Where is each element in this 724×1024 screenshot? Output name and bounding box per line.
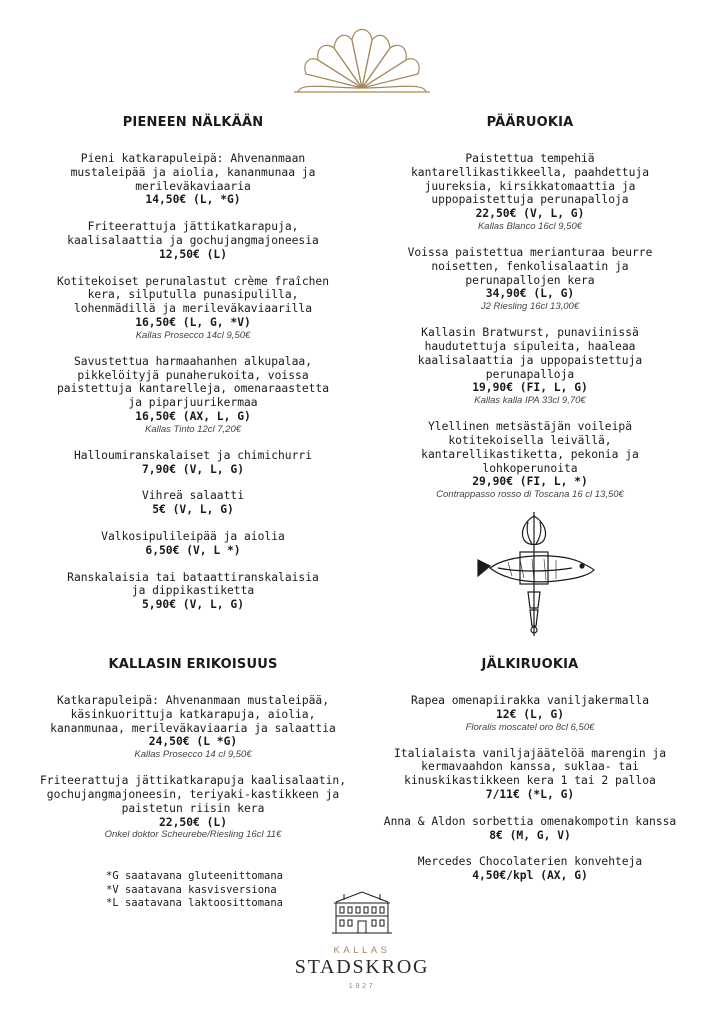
menu-item <box>372 747 688 802</box>
item-description: Katkarapuleipä: Ahvenanmaan mustaleipää, käsinkuorittuja katkarapuja, aiolia, kananmunaa, merileväkaviaaria ja salaattia <box>50 694 336 735</box>
item-price: 29,90€ (FI, L, *) <box>472 475 588 489</box>
wine-pairing: Floralis moscatel oro 8cl 6,50€ <box>465 721 595 733</box>
item-description: Mercedes Chocolaterien konvehteja <box>417 855 643 869</box>
section-specialty <box>30 657 356 841</box>
item-price: 7/11€ (*L, G) <box>485 787 575 801</box>
menu-item <box>30 530 356 558</box>
wine-pairing: Kallas kalla IPA 33cl 9,70€ <box>474 395 586 407</box>
item-description: Ranskalaisia tai bataattiranskalaisia ja dippikastiketta <box>67 570 319 598</box>
note-lactose-free: *L saatavana laktoosittomana <box>106 897 284 909</box>
menu-item <box>30 355 356 436</box>
menu-item <box>372 152 688 233</box>
item-price: 5€ (V, L, G) <box>152 503 234 517</box>
item-price: 22,50€ (V, L, G) <box>475 207 585 221</box>
wine-pairing: Kallas Prosecco 14 cl 9,50€ <box>134 749 252 761</box>
section-title: PIENEEN NÄLKÄÄN <box>122 115 264 130</box>
item-price: 16,50€ (L, G, *V) <box>135 315 251 329</box>
item-description: Pieni katkarapuleipä: Ahvenanmaan mustaleipää ja aiolia, kananmunaa ja merileväkaviaaria <box>70 152 316 193</box>
item-price: 5,90€ (V, L, G) <box>141 598 245 612</box>
logo-line-kallas: KALLAS <box>333 945 391 956</box>
menu-item <box>372 815 688 843</box>
logo-line-stadskrog: STADSKROG <box>294 956 430 978</box>
fish-onion-skewer-icon <box>468 510 600 638</box>
menu-item <box>30 449 356 477</box>
note-gluten-free: *G saatavana gluteenittomana <box>106 870 284 882</box>
shell-fan-ornament-icon <box>292 22 432 96</box>
item-price: 22,50€ (L) <box>158 815 227 829</box>
item-description: Friteerattuja jättikatkarapuja, kaalisalaattia ja gochujangmajoneesia <box>67 220 319 247</box>
menu-item <box>30 275 356 342</box>
item-description: Valkosipulileipää ja aiolia <box>101 529 285 543</box>
item-price: 34,90€ (L, G) <box>485 287 575 301</box>
item-description: Paistettua tempehiä kantarellikastikkeella, paahdettuja juureksia, kirsikkatomaattia ja uppopaistettuja perunapalloja <box>410 152 650 207</box>
item-price: 24,50€ (L *G) <box>148 735 238 749</box>
menu-item <box>372 855 688 883</box>
section-desserts <box>372 657 688 883</box>
wine-pairing: Kallas Blanco 16cl 9,50€ <box>477 220 583 232</box>
item-price: 4,50€/kpl (AX, G) <box>472 869 588 883</box>
wine-pairing: Onkel doktor Scheurebe/Riesling 16cl 11€ <box>104 829 282 841</box>
section-small-dishes <box>30 115 356 612</box>
item-description: Halloumiranskalaiset ja chimichurri <box>73 448 313 462</box>
wine-pairing: J2 Riesling 16cl 13,00€ <box>480 301 580 313</box>
menu-item <box>30 152 356 207</box>
item-description: Savustettua harmaahanhen alkupalaa, pikkelöityjä punaherukoita, voissa paistettuja kantarelleja, omenaraastetta ja piparjuurikermaa <box>56 354 330 410</box>
item-description: Voissa paistettua merianturaa beurre noisetten, fenkolisalaatin ja perunapallojen kera <box>407 245 653 287</box>
logo-year: 1927 <box>348 981 376 990</box>
item-description: Vihreä salaatti <box>141 489 245 503</box>
item-price: 12€ (L, G) <box>495 707 564 721</box>
item-price: 14,50€ (L, *G) <box>145 193 241 207</box>
note-vegetarian: *V saatavana kasvisversiona <box>106 883 277 896</box>
item-description: Anna & Aldon sorbettia omenakompotin kanssa <box>383 814 677 828</box>
restaurant-logo <box>272 888 452 990</box>
menu-item <box>30 774 356 841</box>
wine-pairing: Contrappasso rosso di Toscana 16 cl 13,50€ <box>436 489 624 501</box>
wine-pairing: Kallas Prosecco 14cl 9,50€ <box>135 329 251 341</box>
section-title: PÄÄRUOKIA <box>486 115 574 130</box>
item-price: 6,50€ (V, L *) <box>145 543 241 557</box>
wine-pairing: Kallas Tinto 12cl 7,20€ <box>144 423 242 435</box>
section-title: KALLASIN ERIKOISUUS <box>108 657 278 672</box>
menu-item <box>30 694 356 761</box>
menu-item <box>372 694 688 734</box>
menu-item <box>30 220 356 261</box>
item-description: Kallasin Bratwurst, punaviinissä haudutettuja sipuleita, haaleaa kaalisalaattia ja uppopaistettuja perunapalloja <box>417 326 643 381</box>
section-main-courses <box>372 115 688 501</box>
dietary-notes <box>106 870 283 911</box>
section-title: JÄLKIRUOKIA <box>481 657 579 672</box>
item-description: Italialaista vaniljajäätelöä marengin ja kermavaahdon kanssa, suklaa- tai kinuskikastikkeen kera 1 tai 2 palloa <box>393 746 667 788</box>
menu-item <box>372 326 688 407</box>
item-price: 12,50€ (L) <box>158 247 227 261</box>
item-description: Kotitekoiset perunalastut crème fraîchen kera, silputulla punasipulilla, lohenmädillä ja merileväkaviaarilla <box>56 274 330 316</box>
menu-item <box>30 571 356 612</box>
menu-item <box>30 489 356 517</box>
menu-item <box>372 246 688 313</box>
item-description: Rapea omenapiirakka vaniljakermalla <box>410 694 650 707</box>
item-price: 19,90€ (FI, L, G) <box>472 381 588 395</box>
item-description: Friteerattuja jättikatkarapuja kaalisalaatin, gochujangmajoneesin, teriyaki-kastikkeen ja paistetun riisin kera <box>39 774 347 815</box>
item-price: 16,50€ (AX, L, G) <box>135 409 251 423</box>
stadskrog-building-icon <box>330 888 394 936</box>
menu-item <box>372 420 688 501</box>
item-price: 8€ (M, G, V) <box>489 828 571 842</box>
item-price: 7,90€ (V, L, G) <box>141 462 245 476</box>
item-description: Ylellinen metsästäjän voileipä kotitekoisella leivällä, kantarellikastiketta, pekonia ja lohkoperunoita <box>421 420 639 475</box>
